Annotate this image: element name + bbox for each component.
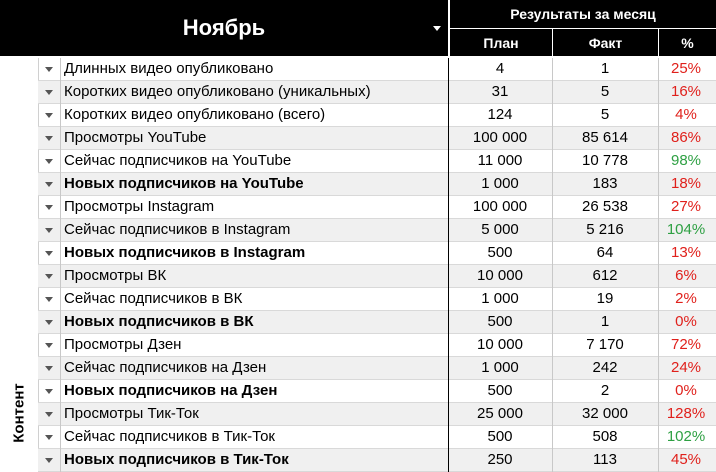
percent-value: 18% — [670, 175, 702, 192]
plan-value: 25 000 — [477, 405, 523, 422]
metric-label: Просмотры Дзен — [64, 336, 182, 353]
row-dropdown-button[interactable] — [38, 81, 60, 103]
plan-value: 500 — [487, 313, 513, 330]
metric-label: Просмотры YouTube — [64, 129, 207, 146]
fact-value: 5 — [600, 83, 610, 100]
fact-value: 10 778 — [582, 152, 628, 169]
table-row[interactable] — [38, 150, 716, 173]
row-dropdown-button[interactable] — [38, 196, 60, 218]
metric-label: Сейчас подписчиков на YouTube — [64, 152, 292, 169]
plan-value: 5 000 — [481, 221, 519, 238]
metric-label: Сейчас подписчиков в Тик-Ток — [64, 428, 275, 445]
fact-value: 183 — [592, 175, 618, 192]
row-dropdown-button[interactable] — [38, 426, 60, 448]
metric-label: Длинных видео опубликовано — [64, 60, 274, 77]
metric-label: Новых подписчиков в Тик-Ток — [64, 451, 289, 468]
plan-value: 1 000 — [481, 290, 519, 307]
chevron-down-icon — [45, 251, 53, 256]
table-row[interactable] — [38, 357, 716, 380]
plan-value: 31 — [491, 83, 509, 100]
metric-label: Просмотры ВК — [64, 267, 167, 284]
percent-value: 27% — [670, 198, 702, 215]
row-dropdown-button[interactable] — [38, 311, 60, 333]
metric-label: Сейчас подписчиков на Дзен — [64, 359, 267, 376]
table-row[interactable] — [38, 127, 716, 150]
table-row[interactable] — [38, 242, 716, 265]
fact-value: 1 — [600, 313, 610, 330]
content-group-label: Контент — [10, 383, 28, 443]
column-header-percent: % — [681, 34, 694, 51]
fact-value: 508 — [592, 428, 618, 445]
month-dropdown-icon[interactable] — [433, 26, 441, 31]
month-title: Ноябрь — [182, 15, 266, 40]
percent-value: 4% — [675, 106, 697, 123]
fact-value: 32 000 — [582, 405, 628, 422]
chevron-down-icon — [45, 389, 53, 394]
plan-value: 4 — [495, 60, 505, 77]
percent-value: 16% — [670, 83, 702, 100]
table-row[interactable] — [38, 173, 716, 196]
percent-value: 24% — [670, 359, 702, 376]
percent-value: 45% — [670, 451, 702, 468]
chevron-down-icon — [45, 435, 53, 440]
plan-value: 1 000 — [481, 359, 519, 376]
percent-value: 128% — [666, 405, 706, 422]
table-row[interactable] — [38, 58, 716, 81]
metric-label: Новых подписчиков в Instagram — [64, 244, 306, 261]
table-row[interactable] — [38, 81, 716, 104]
percent-value: 0% — [675, 382, 697, 399]
fact-value: 85 614 — [582, 129, 628, 146]
chevron-down-icon — [45, 182, 53, 187]
metric-label: Новых подписчиков на Дзен — [64, 382, 278, 399]
table-row[interactable] — [38, 334, 716, 357]
percent-value: 104% — [666, 221, 706, 238]
fact-value: 19 — [596, 290, 614, 307]
row-dropdown-button[interactable] — [38, 403, 60, 425]
grid-line — [552, 58, 553, 472]
metric-label: Новых подписчиков на YouTube — [64, 175, 304, 192]
percent-value: 13% — [670, 244, 702, 261]
column-header-plan: План — [483, 34, 519, 51]
row-dropdown-button[interactable] — [38, 150, 60, 172]
fact-value: 2 — [600, 382, 610, 399]
table-row[interactable] — [38, 219, 716, 242]
metric-label: Коротких видео опубликовано (всего) — [64, 106, 326, 123]
row-dropdown-button[interactable] — [38, 380, 60, 402]
chevron-down-icon — [45, 159, 53, 164]
plan-value: 500 — [487, 428, 513, 445]
plan-value: 10 000 — [477, 267, 523, 284]
chevron-down-icon — [45, 366, 53, 371]
plan-value: 124 — [487, 106, 513, 123]
plan-value: 11 000 — [477, 152, 523, 169]
table-row[interactable] — [38, 265, 716, 288]
chevron-down-icon — [45, 458, 53, 463]
table-row[interactable] — [38, 288, 716, 311]
row-dropdown-button[interactable] — [38, 127, 60, 149]
column-header-fact: Факт — [588, 34, 623, 51]
chevron-down-icon — [45, 274, 53, 279]
fact-value: 1 — [600, 60, 610, 77]
chevron-down-icon — [45, 320, 53, 325]
row-dropdown-button[interactable] — [38, 288, 60, 310]
percent-value: 0% — [675, 313, 697, 330]
row-dropdown-button[interactable] — [38, 58, 60, 80]
metric-label: Просмотры Тик-Ток — [64, 405, 199, 422]
chevron-down-icon — [45, 67, 53, 72]
fact-value: 612 — [592, 267, 618, 284]
table-row[interactable] — [38, 311, 716, 334]
fact-value: 7 170 — [586, 336, 624, 353]
grid-line — [448, 58, 449, 472]
chevron-down-icon — [45, 136, 53, 141]
table-header — [0, 0, 716, 56]
metric-label: Просмотры Instagram — [64, 198, 215, 215]
percent-value: 102% — [666, 428, 706, 445]
fact-value: 5 — [600, 106, 610, 123]
chevron-down-icon — [45, 412, 53, 417]
row-dropdown-button[interactable] — [38, 242, 60, 264]
chevron-down-icon — [45, 297, 53, 302]
percent-value: 6% — [675, 267, 697, 284]
plan-value: 100 000 — [472, 198, 528, 215]
chevron-down-icon — [45, 113, 53, 118]
row-dropdown-button[interactable] — [38, 357, 60, 379]
metric-label: Новых подписчиков в ВК — [64, 313, 254, 330]
plan-value: 250 — [487, 451, 513, 468]
percent-value: 2% — [675, 290, 697, 307]
table-row[interactable] — [38, 104, 716, 127]
chevron-down-icon — [45, 228, 53, 233]
plan-value: 500 — [487, 244, 513, 261]
plan-value: 10 000 — [477, 336, 523, 353]
grid-line — [658, 58, 659, 472]
chevron-down-icon — [45, 205, 53, 210]
content-group-cell — [0, 58, 39, 472]
metric-label: Сейчас подписчиков в Instagram — [64, 221, 291, 238]
chevron-down-icon — [45, 343, 53, 348]
row-dropdown-button[interactable] — [38, 173, 60, 195]
fact-value: 242 — [592, 359, 618, 376]
fact-value: 113 — [593, 451, 617, 468]
table-row[interactable] — [38, 380, 716, 403]
row-dropdown-button[interactable] — [38, 265, 60, 287]
table-row[interactable] — [38, 196, 716, 219]
results-title: Результаты за месяц — [510, 6, 656, 22]
plan-value: 500 — [487, 382, 513, 399]
fact-value: 5 216 — [586, 221, 624, 238]
table-row[interactable] — [38, 449, 716, 472]
row-dropdown-button[interactable] — [38, 334, 60, 356]
percent-value: 86% — [670, 129, 702, 146]
plan-value: 100 000 — [472, 129, 528, 146]
row-dropdown-button[interactable] — [38, 449, 60, 471]
chevron-down-icon — [45, 90, 53, 95]
table-row[interactable] — [38, 403, 716, 426]
table-row[interactable] — [38, 426, 716, 449]
metric-label: Коротких видео опубликовано (уникальных) — [64, 83, 371, 100]
row-dropdown-button[interactable] — [38, 219, 60, 241]
row-dropdown-button[interactable] — [38, 104, 60, 126]
grid-line — [60, 58, 61, 472]
metric-label: Сейчас подписчиков в ВК — [64, 290, 243, 307]
plan-value: 1 000 — [481, 175, 519, 192]
percent-value: 98% — [670, 152, 702, 169]
fact-value: 64 — [596, 244, 614, 261]
percent-value: 72% — [670, 336, 702, 353]
fact-value: 26 538 — [582, 198, 628, 215]
percent-value: 25% — [670, 60, 702, 77]
